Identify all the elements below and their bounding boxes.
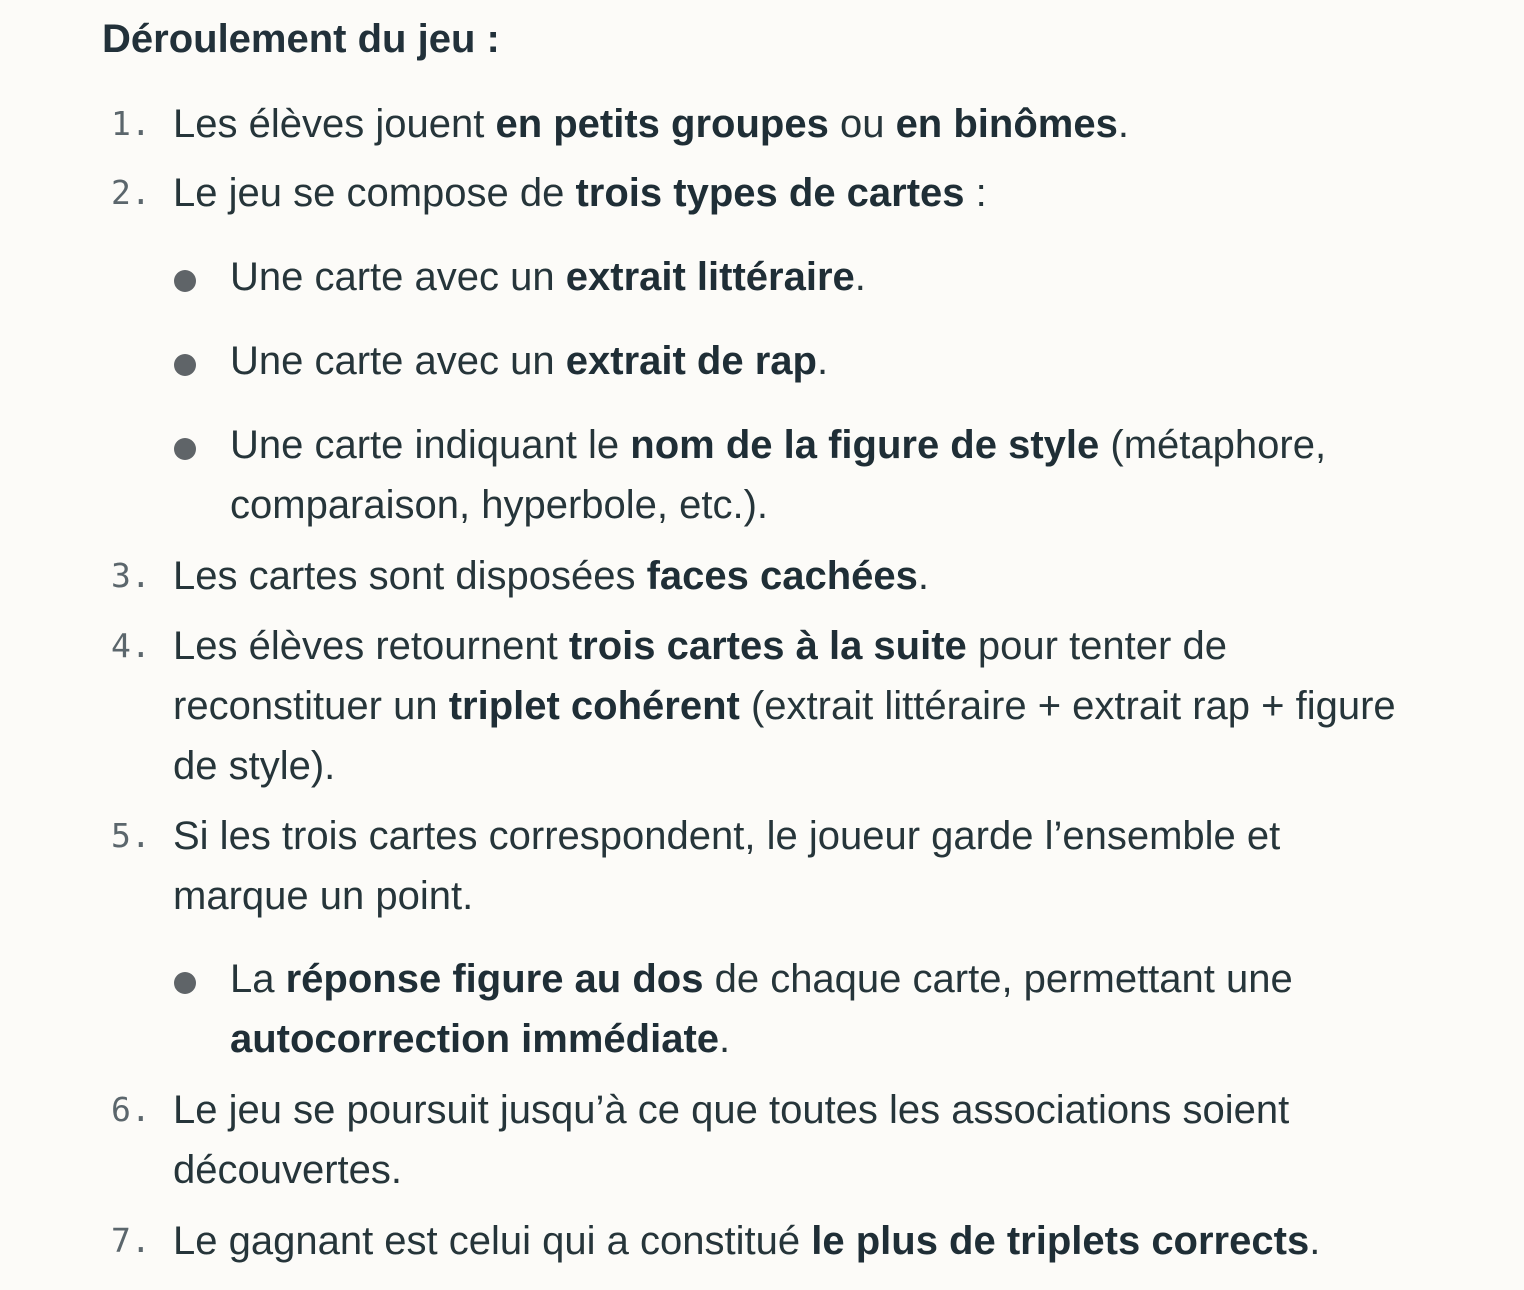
emphasis: réponse figure au dos: [285, 957, 704, 1001]
list-item: 6. Le jeu se poursuit jusqu’à ce que toutes les associations soient découvertes.: [173, 1080, 1423, 1200]
list-item: 5. Si les trois cartes correspondent, le joueur garde l’ensemble et marque un point.: [173, 806, 1423, 926]
emphasis: trois cartes à la suite: [568, 624, 967, 668]
list-number: 7.: [111, 1221, 151, 1260]
emphasis: le plus de triplets corrects: [811, 1219, 1310, 1263]
bullet-icon: [174, 972, 196, 994]
emphasis: trois types de cartes: [575, 171, 965, 215]
bullet-icon: [174, 354, 196, 376]
emphasis: en petits groupes: [495, 102, 829, 146]
emphasis: en binômes: [895, 102, 1118, 146]
list-number: 5.: [111, 816, 151, 855]
sub-list-item: Une carte avec un extrait de rap.: [230, 331, 1430, 391]
list-number: 3.: [111, 556, 151, 595]
sub-list-item: La réponse figure au dos de chaque carte, permettant une autocorrection immédiate.: [230, 949, 1410, 1069]
emphasis: faces cachées: [646, 554, 918, 598]
emphasis: extrait de rap: [565, 339, 817, 383]
bullet-icon: [174, 270, 196, 292]
list-item: 7. Le gagnant est celui qui a constitué le plus de triplets corrects.: [173, 1211, 1423, 1271]
list-number: 6.: [111, 1090, 151, 1129]
emphasis: nom de la figure de style: [630, 423, 1100, 467]
emphasis: autocorrection immédiate: [230, 1017, 720, 1061]
list-item: 3. Les cartes sont disposées faces cachées.: [173, 546, 1423, 606]
list-number: 4.: [111, 626, 151, 665]
list-item: 1. Les élèves jouent en petits groupes ou en binômes.: [173, 94, 1423, 154]
bullet-icon: [174, 438, 196, 460]
list-number: 2.: [111, 173, 151, 212]
list-item: 4. Les élèves retournent trois cartes à la suite pour tenter de reconstituer un triplet cohérent (extrait littéraire + extrait rap + figure de style).: [173, 616, 1423, 796]
list-item: 2. Le jeu se compose de trois types de cartes :: [173, 163, 1423, 223]
section-heading: Déroulement du jeu :: [102, 17, 500, 61]
list-number: 1.: [111, 104, 151, 143]
emphasis: triplet cohérent: [448, 684, 740, 728]
sub-list-item: Une carte indiquant le nom de la figure de style (métaphore, comparaison, hyperbole, etc.).: [230, 415, 1430, 535]
sub-list-item: Une carte avec un extrait littéraire.: [230, 247, 1430, 307]
emphasis: extrait littéraire: [565, 255, 855, 299]
